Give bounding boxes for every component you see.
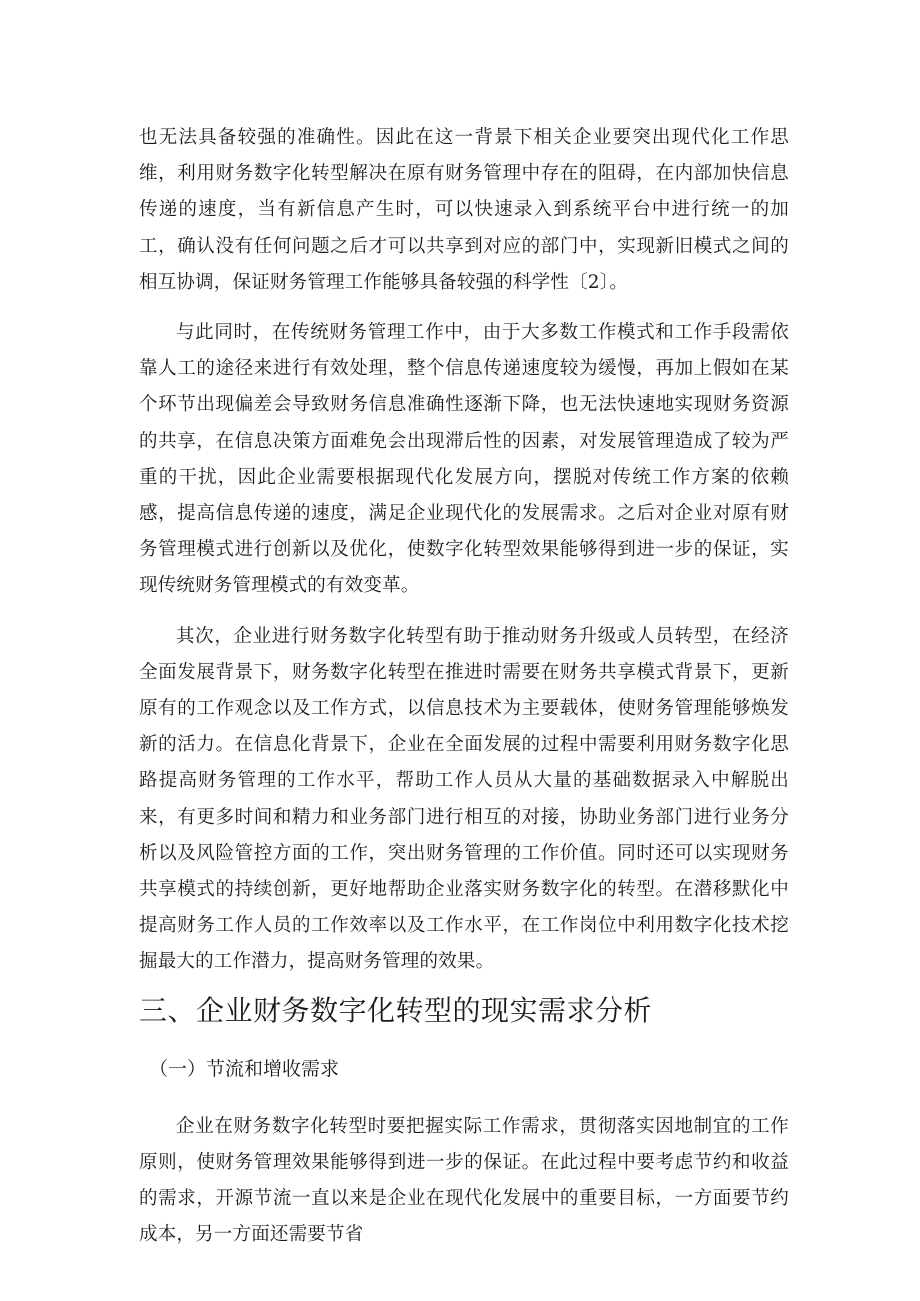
paragraph-section-intro: 企业在财务数字化转型时要把握实际工作需求，贯彻落实因地制宜的工作原则，使财务管理效果能够得到进一步的保证。在此过程中要考虑节约和收益的需求，开源节流一直以来是企业在现代化发展中的重要目标，一方面要节约成本，另一方面还需要节省 bbox=[139, 1115, 789, 1246]
paragraph-secondly: 其次，企业进行财务数字化转型有助于推动财务升级或人员转型，在经济全面发展背景下，财务数字化转型在推进时需要在财务共享模式背景下，更新原有的工作观念以及工作方式，以信息技术为主要载体，使财务管理能够焕发新的活力。在信息化背景下，企业在全面发展的过程中需要利用财务数字化思路提高财务管理的工作水平，帮助工作人员从大量的基础数据录入中解脱出来，有更多时间和精力和业务部门进行相互的对接，协助业务部门进行业务分析以及风险管控方面的工作，突出财务管理的工作价值。同时还可以实现财务共享模式的持续创新，更好地帮助企业落实财务数字化的转型。在潜移默化中提高财务工作人员的工作效率以及工作水平，在工作岗位中利用数字化技术挖掘最大的工作潜力，提高财务管理的效果。 bbox=[139, 625, 789, 973]
paragraph-continuation: 也无法具备较强的准确性。因此在这一背景下相关企业要突出现代化工作思维，利用财务数字化转型解决在原有财务管理中存在的阻碍，在内部加快信息传递的速度，当有新信息产生时，可以快速录入到系统平台中进行统一的加工，确认没有任何问题之后才可以共享到对应的部门中，实现新旧模式之间的相互协调，保证财务管理工作能够具备较强的科学性〔2〕。 bbox=[139, 127, 789, 293]
subsection-heading: （一）节流和增收需求 bbox=[149, 1057, 340, 1080]
document-body bbox=[139, 120, 789, 1253]
paragraph-meanwhile: 与此同时，在传统财务管理工作中，由于大多数工作模式和工作手段需依靠人工的途径来进行有效处理，整个信息传递速度较为缓慢，再加上假如在某个环节出现偏差会导致财务信息准确性逐渐下降，也无法快速地实现财务资源的共享，在信息决策方面难免会出现滞后性的因素，对发展管理造成了较为严重的干扰，因此企业需要根据现代化发展方向，摆脱对传统工作方案的依赖感，提高信息传递的速度，满足企业现代化的发展需求。之后对企业对原有财务管理模式进行创新以及优化，使数字化转型效果能够得到进一步的保证，实现传统财务管理模式的有效变革。 bbox=[139, 322, 789, 597]
section-heading: 三、企业财务数字化转型的现实需求分析 bbox=[139, 993, 653, 1027]
